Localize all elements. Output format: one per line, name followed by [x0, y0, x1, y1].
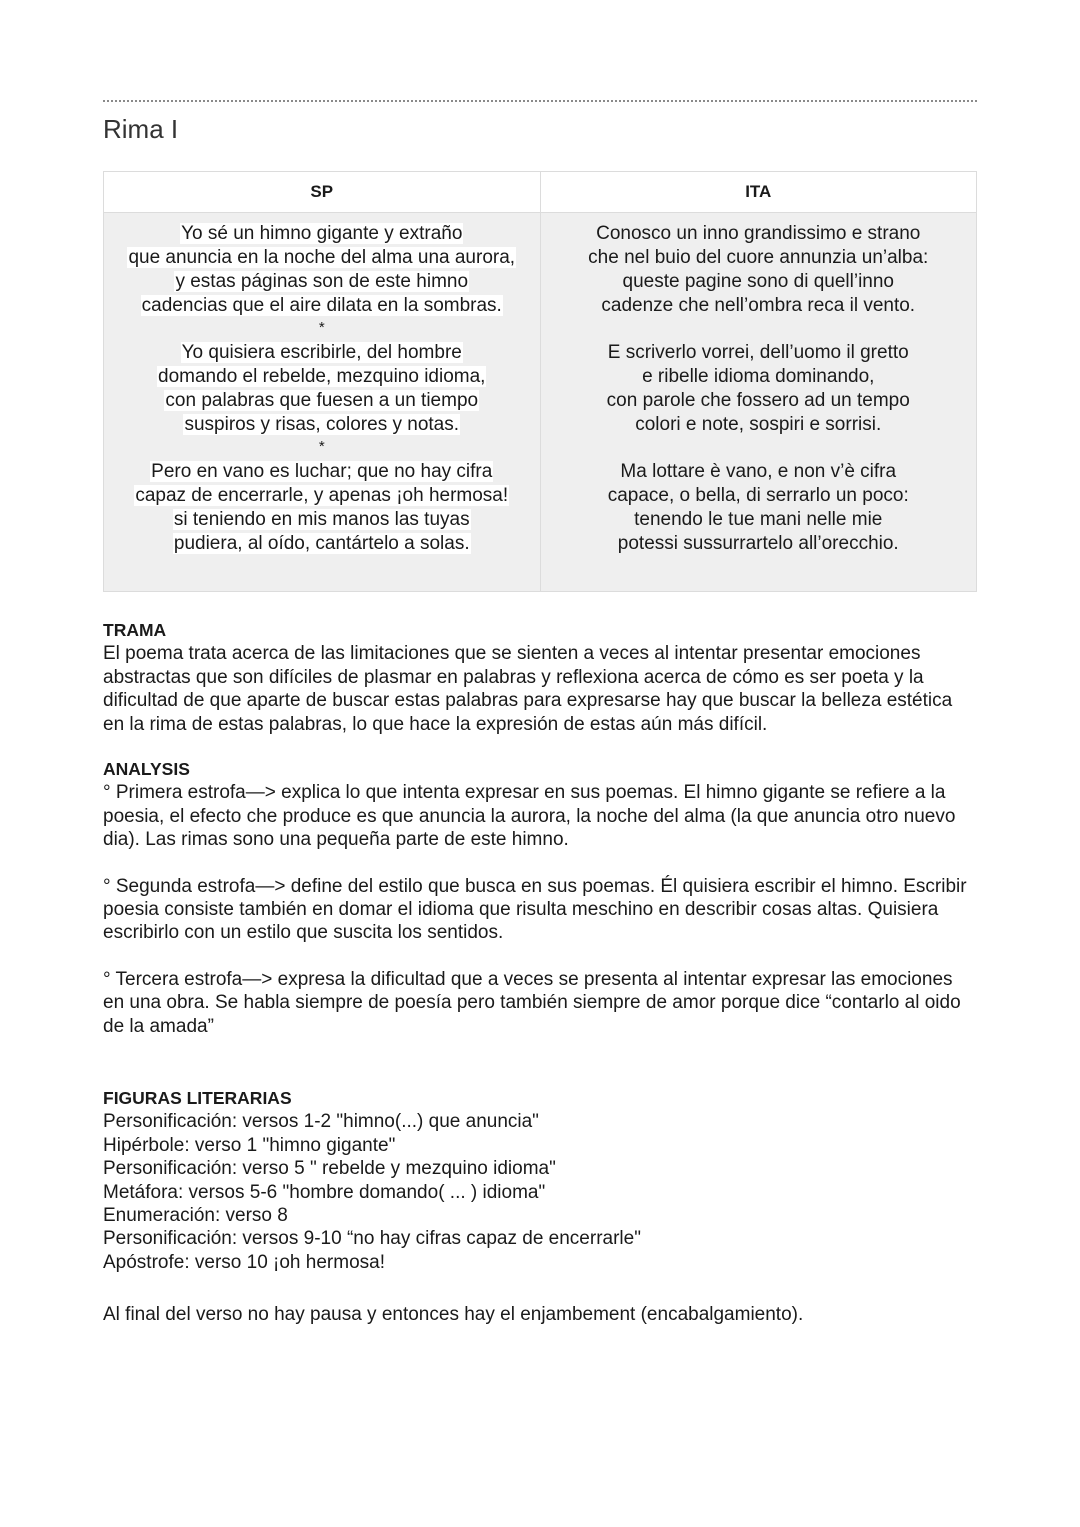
table-body-row	[104, 213, 976, 591]
poem-line: cadencias que el aire dilata en la sombras.	[141, 295, 502, 316]
figure-item: Personificación: versos 9-10 “no hay cifras capaz de encerrarle"	[103, 1228, 641, 1250]
poem-line: domando el rebelde, mezquino idioma,	[158, 366, 486, 387]
figure-item: Hipérbole: verso 1 "himno gigante"	[103, 1134, 396, 1156]
spanish-poem-cell	[104, 213, 540, 591]
analysis-paragraph: ° Primera estrofa—> explica lo que intenta expresar en sus poemas. El himno gigante se refiere a la poesia, el efecto che produce es que anuncia la aurora, la noche del alma (la que anuncia otro nuevo dia). Las rimas sono una pequeña parte de este himno.	[103, 782, 956, 851]
poem-line: colori e note, sospiri e sorrisi.	[635, 414, 882, 435]
table-header-row	[104, 172, 976, 213]
poem-line: Yo sé un himno gigante y extraño	[181, 223, 463, 244]
page-title: Rima I	[103, 114, 179, 144]
poem-line: con parole che fossero ad un tempo	[606, 390, 910, 411]
figure-item: Personificación: verso 5 " rebelde y mezquino idioma"	[103, 1158, 556, 1180]
column-header-ita: ITA	[540, 172, 977, 212]
figure-item: Enumeración: verso 8	[103, 1205, 288, 1227]
stanza-gap	[541, 437, 977, 460]
dotted-divider	[103, 100, 977, 102]
stanza-separator: *	[318, 319, 325, 336]
poem-line: e ribelle idioma dominando,	[642, 366, 875, 387]
closing-section	[103, 1303, 977, 1326]
poem-line: Ma lottare è vano, e non v’è cifra	[620, 461, 897, 482]
figure-item: Metáfora: versos 5-6 "hombre domando( ... ) idioma"	[103, 1181, 546, 1203]
analysis-paragraph: ° Tercera estrofa—> expresa la dificultad que a veces se presenta al intentar expresar las emociones en una obra. Se habla siempre de poesía pero también siempre de amor porque dice “contarlo al oido de la amada”	[103, 968, 961, 1037]
poem-line: tenendo le tue mani nelle mie	[634, 509, 883, 530]
poem-line: che nel buio del cuore annunzia un’alba:	[588, 247, 929, 268]
column-header-sp: SP	[310, 182, 334, 201]
section-heading-trama: TRAMA	[103, 620, 167, 640]
poem-translation-table	[103, 171, 977, 592]
poem-line: suspiros y risas, colores y notas.	[184, 414, 460, 435]
poem-line: Yo quisiera escribirle, del hombre	[181, 342, 462, 363]
poem-line: con palabras que fuesen a un tiempo	[165, 390, 479, 411]
poem-line: E scriverlo vorrei, dell’uomo il gretto	[607, 342, 909, 363]
stanza-gap	[541, 318, 977, 341]
figure-item: Personificación: versos 1-2 "himno(...) que anuncia"	[103, 1111, 539, 1133]
poem-line: capace, o bella, di serrarlo un poco:	[607, 485, 909, 506]
poem-line: capaz de encerrarle, y apenas ¡oh hermosa!	[135, 485, 509, 506]
figure-item: Apóstrofe: verso 10 ¡oh hermosa!	[103, 1251, 385, 1273]
analysis-section	[103, 758, 977, 1038]
section-heading-figuras: FIGURAS LITERARIAS	[103, 1088, 292, 1108]
italian-poem-cell	[540, 213, 977, 591]
stanza-separator: *	[318, 438, 325, 455]
poem-line: Pero en vano es luchar; que no hay cifra	[151, 461, 493, 482]
poem-line: si teniendo en mis manos las tuyas	[173, 509, 470, 530]
poem-line: y estas páginas son de este himno	[175, 271, 469, 292]
section-heading-analysis: ANALYSIS	[103, 759, 190, 779]
trama-section	[103, 619, 977, 736]
analysis-paragraph: ° Segunda estrofa—> define del estilo que busca en sus poemas. Él quisiera escribir el himno. Escribir poesia consiste también en domar el idioma que risulta meschino en describir cosas altas. Quisiera escribirlo con un estilo que suscita los sentidos.	[103, 875, 967, 944]
poem-line: cadenze che nell’ombra reca il vento.	[601, 295, 916, 316]
poem-line: queste pagine sono di quell’inno	[622, 271, 894, 292]
poem-line: Conosco un inno grandissimo e strano	[596, 223, 921, 244]
poem-line: pudiera, al oído, cantártelo a solas.	[173, 533, 470, 554]
closing-text: Al final del verso no hay pausa y entonces hay el enjambement (encabalgamiento).	[103, 1304, 804, 1325]
poem-line: que anuncia en la noche del alma una aurora,	[128, 247, 516, 268]
figuras-section	[103, 1087, 977, 1274]
trama-text: El poema trata acerca de las limitaciones que se sienten a veces al intentar presentar emociones abstractas que son difíciles de plasmar en palabras y reflexiona acerca de cómo es ser poeta y la dificultad de que aparte de buscar estas palabras para expresarse hay que buscar la belleza estética en la rima de estas palabras, lo que hace la expresión de estas aún más difícil.	[103, 643, 953, 735]
poem-line: potessi sussurrartelo all’orecchio.	[617, 533, 899, 554]
